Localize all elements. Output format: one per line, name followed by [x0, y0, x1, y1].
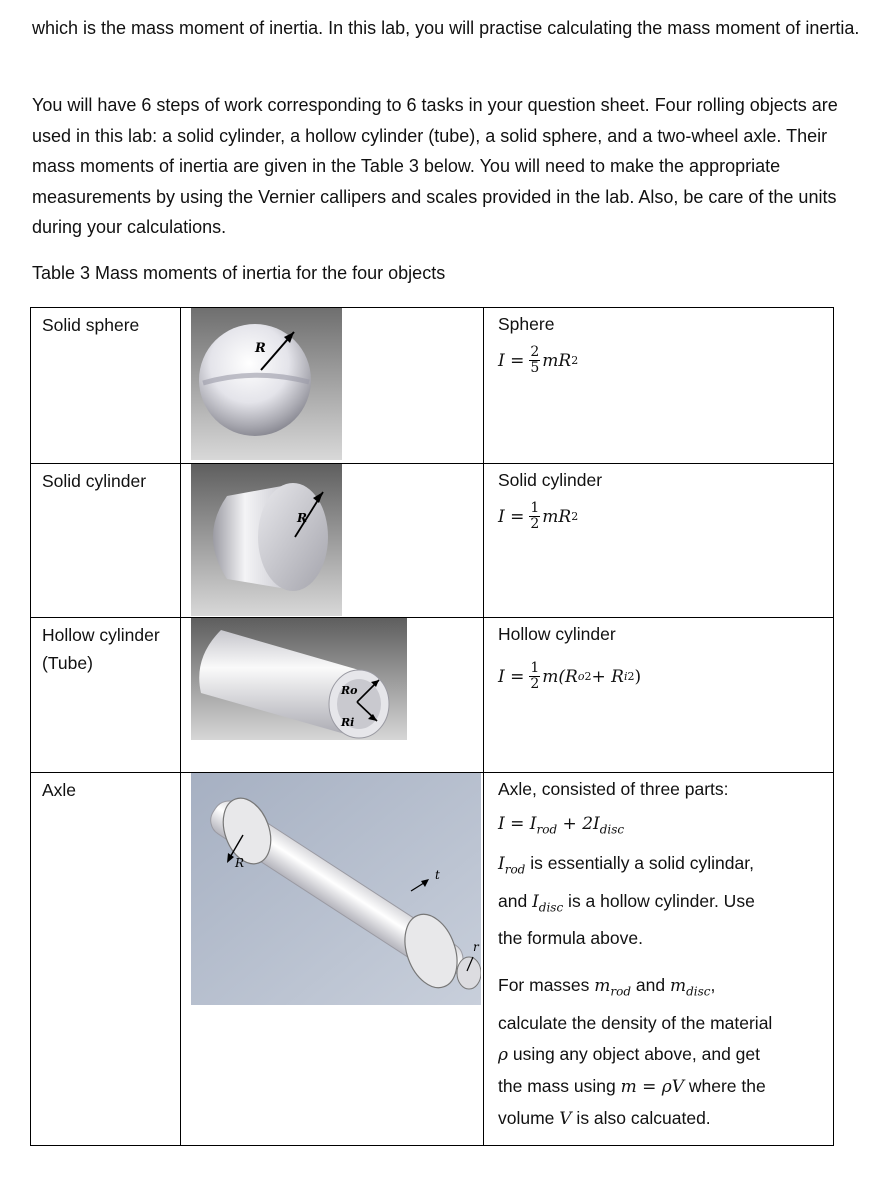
table-row [31, 308, 834, 464]
sphere-formula: I = $\frac{2}{5}$ mR 2 [498, 344, 579, 376]
intro-paragraph-1: which is the mass moment of inertia. In this lab, you will practise calculating the mass moment of inertia. [32, 18, 860, 38]
axle-formula: $I = I_{rod} + 2I_{disc}$ [498, 814, 625, 837]
object-name: Solid sphere [42, 315, 140, 335]
solid-cylinder-image [191, 464, 342, 616]
table-row [31, 773, 834, 1146]
intro-paragraph-2: You will have 6 steps of work corresponding to 6 tasks in your question sheet. Four rolling objects are used in this lab: a solid cylinder, a hollow cylinder (tube), a solid sphere, and a two-wheel axle. Their mass moments of inertia are given in the Table 3 below. You will need to make the appropriate measurements by using the Vernier callipers and scales provided in the lab. Also, be care of the units during your calculations. [32, 95, 838, 237]
formula-title: Hollow cylinder [498, 624, 616, 644]
formula-title: Solid cylinder [498, 470, 603, 490]
object-name: Axle [42, 780, 77, 800]
formula-title: Sphere [498, 314, 555, 334]
disc-radius-label: R [235, 856, 245, 870]
inertia-table [30, 307, 834, 1146]
solid-cylinder-formula: I = $\frac{1}{2}$ mR 2 [498, 500, 579, 532]
axle-mass-instructions: For masses $m_{rod}$ and $m_{disc}$, calculate the density of the material ρ using any object above, and get the mass using m = ρV where the volume V is also calcuated. [498, 975, 773, 1129]
hollow-cylinder-image [191, 618, 407, 740]
table-caption: Table 3 Mass moments of inertia for the four objects [32, 263, 446, 283]
table-row [31, 464, 834, 618]
inner-radius-label: Ri [341, 716, 355, 729]
axle-description: $I_{rod}$ is essentially a solid cylindar, and $I_{disc}$ is a hollow cylinder. Use the formula above. [498, 853, 755, 949]
solid-sphere-image [191, 308, 342, 460]
hollow-cylinder-formula: I = $\frac{1}{2}$ m(R o 2 + R i 2 ) [498, 660, 642, 692]
radius-label: R [297, 511, 307, 525]
radius-label: R [255, 341, 266, 356]
axle-image [191, 773, 481, 1005]
outer-radius-label: Ro [341, 684, 358, 697]
object-name: Hollow cylinder (Tube) [42, 625, 160, 673]
rod-radius-label: r [473, 940, 479, 954]
object-name: Solid cylinder [42, 471, 147, 491]
table-row [31, 618, 834, 773]
thickness-label: t [435, 868, 440, 882]
formula-title: Axle, consisted of three parts: [498, 779, 729, 799]
